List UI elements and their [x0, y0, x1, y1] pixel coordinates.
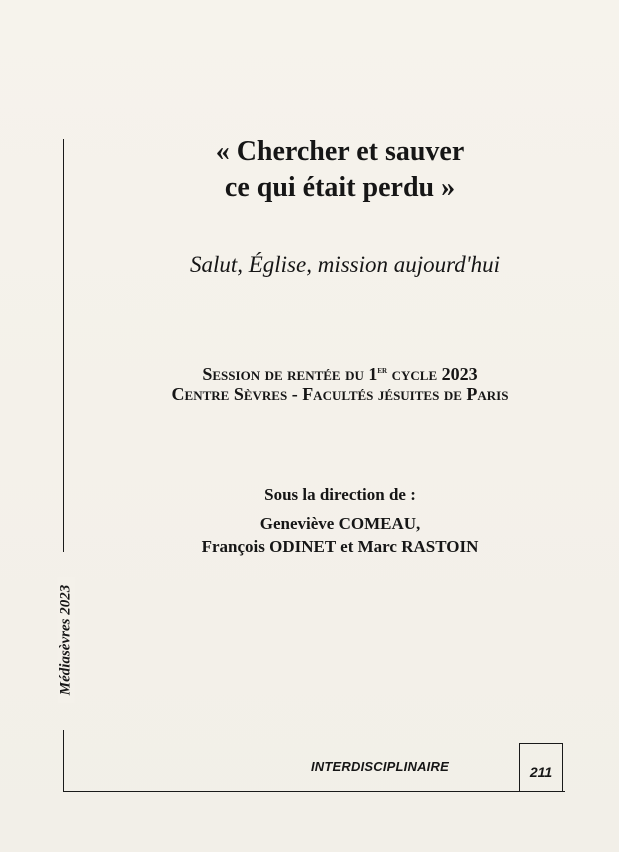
title-line-2: ce qui était perdu »: [224, 172, 456, 203]
session-line-1: [90, 360, 590, 385]
volume-number: 211: [519, 743, 563, 791]
collection-name: INTERDISCIPLINAIRE: [311, 759, 449, 774]
vertical-rule-top: [63, 139, 64, 552]
editors-line-1: Geneviève COMEAU,: [259, 514, 421, 533]
title-line-1: « Chercher et sauver: [215, 136, 465, 167]
bottom-rule: [63, 791, 565, 792]
editors-line-2: François ODINET et Marc RASTOIN: [201, 537, 479, 556]
vertical-rule-bottom: [63, 730, 64, 792]
direction-label: Sous la direction de :: [264, 485, 416, 504]
session-year: cycle 2023: [387, 364, 478, 384]
series-label: Médiasèvres 2023: [58, 577, 75, 703]
session-text: Session de rentée du 1: [202, 364, 378, 384]
session-line-2: Centre Sèvres - Facultés jésuites de Paris: [171, 384, 509, 404]
session-ordinal: er: [377, 365, 388, 376]
subtitle: Salut, Église, mission aujourd'hui: [189, 252, 501, 277]
